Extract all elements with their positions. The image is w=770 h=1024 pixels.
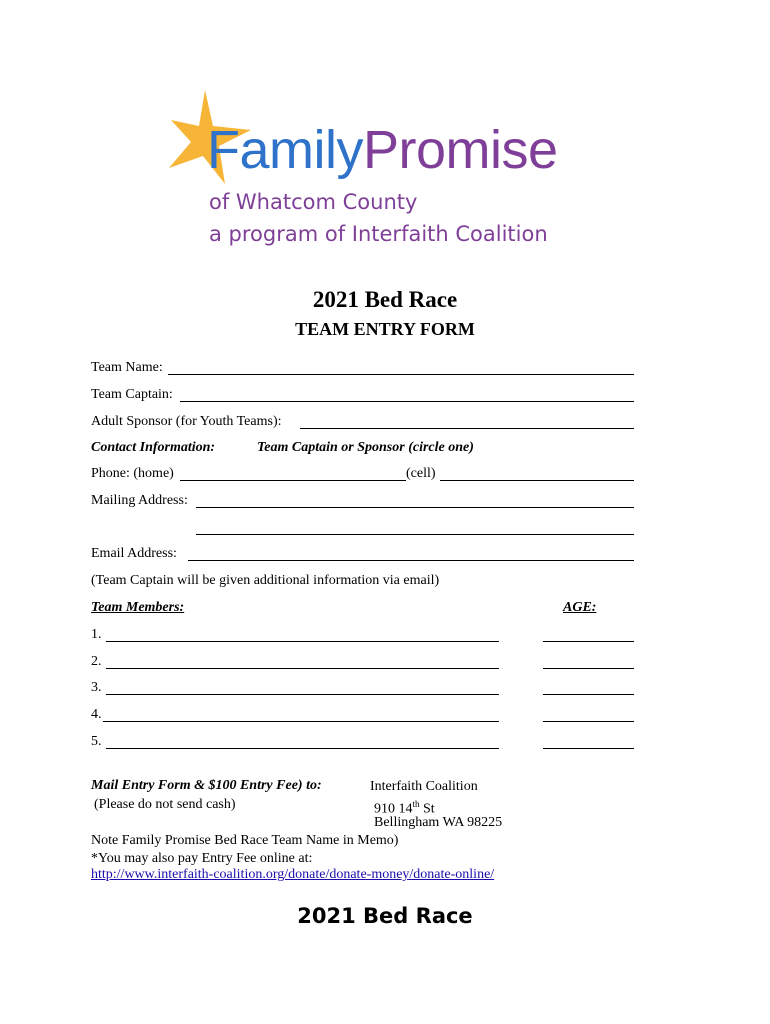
member-name-field[interactable] — [106, 748, 499, 749]
logo-county-line: of Whatcom County — [209, 190, 418, 214]
logo-wordmark — [207, 120, 558, 180]
mailing-address-field-2[interactable] — [196, 534, 634, 535]
address-city: Bellingham WA 98225 — [374, 815, 503, 830]
contact-info-label: Contact Information: — [91, 440, 216, 455]
address-street-suffix: th — [412, 799, 420, 809]
phone-cell-field[interactable] — [440, 480, 634, 481]
no-cash-note: (Please do not send cash) — [94, 797, 236, 812]
phone-home-field[interactable] — [180, 480, 406, 481]
phone-home-label: Phone: (home) — [91, 466, 174, 481]
form-subtitle: TEAM ENTRY FORM — [295, 319, 475, 339]
email-address-field[interactable] — [188, 560, 634, 561]
team-captain-label: Team Captain: — [91, 387, 173, 402]
memo-note: Note Family Promise Bed Race Team Name in Memo) — [91, 833, 399, 848]
family-promise-logo — [165, 86, 615, 256]
page-title: 2021 Bed Race — [312, 287, 458, 312]
logo-program-line: a program of Interfaith Coalition — [209, 222, 548, 246]
member-age-field[interactable] — [543, 721, 634, 722]
team-members-heading: Team Members: — [91, 600, 185, 615]
footer-title: 2021 Bed Race — [297, 904, 473, 928]
team-captain-field[interactable] — [180, 401, 634, 402]
email-note: (Team Captain will be given additional information via email) — [91, 573, 440, 588]
member-age-field[interactable] — [543, 694, 634, 695]
member-name-field[interactable] — [106, 641, 499, 642]
team-name-label: Team Name: — [91, 360, 163, 375]
address-street-name: St — [419, 801, 435, 817]
adult-sponsor-field[interactable] — [300, 428, 634, 429]
member-number: 4. — [91, 707, 102, 722]
member-name-field[interactable] — [106, 694, 499, 695]
donate-online-link[interactable]: http://www.interfaith-coalition.org/donate/donate-money/donate-online/ — [91, 867, 495, 882]
member-age-field[interactable] — [543, 748, 634, 749]
member-number: 3. — [91, 680, 102, 695]
mail-entry-label: Mail Entry Form & $100 Entry Fee) to: — [91, 778, 322, 793]
member-name-field[interactable] — [106, 668, 499, 669]
online-note: *You may also pay Entry Fee online at: — [91, 851, 313, 866]
address-name: Interfaith Coalition — [370, 779, 478, 794]
address-street-number: 910 14 — [374, 801, 413, 817]
adult-sponsor-label: Adult Sponsor (for Youth Teams): — [91, 414, 282, 429]
member-number: 1. — [91, 627, 102, 642]
mailing-address-field[interactable] — [196, 507, 634, 508]
phone-cell-label: (cell) — [406, 466, 436, 481]
member-age-field[interactable] — [543, 641, 634, 642]
member-age-field[interactable] — [543, 668, 634, 669]
team-name-field[interactable] — [168, 374, 634, 375]
email-address-label: Email Address: — [91, 546, 177, 561]
contact-choice: Team Captain or Sponsor (circle one) — [257, 440, 474, 455]
member-number: 5. — [91, 734, 102, 749]
member-name-field[interactable] — [103, 721, 499, 722]
mailing-address-label: Mailing Address: — [91, 493, 188, 508]
age-heading: AGE: — [563, 600, 597, 615]
logo-word-family: Family — [207, 120, 363, 180]
logo-word-promise: Promise — [363, 120, 558, 180]
member-number: 2. — [91, 654, 102, 669]
